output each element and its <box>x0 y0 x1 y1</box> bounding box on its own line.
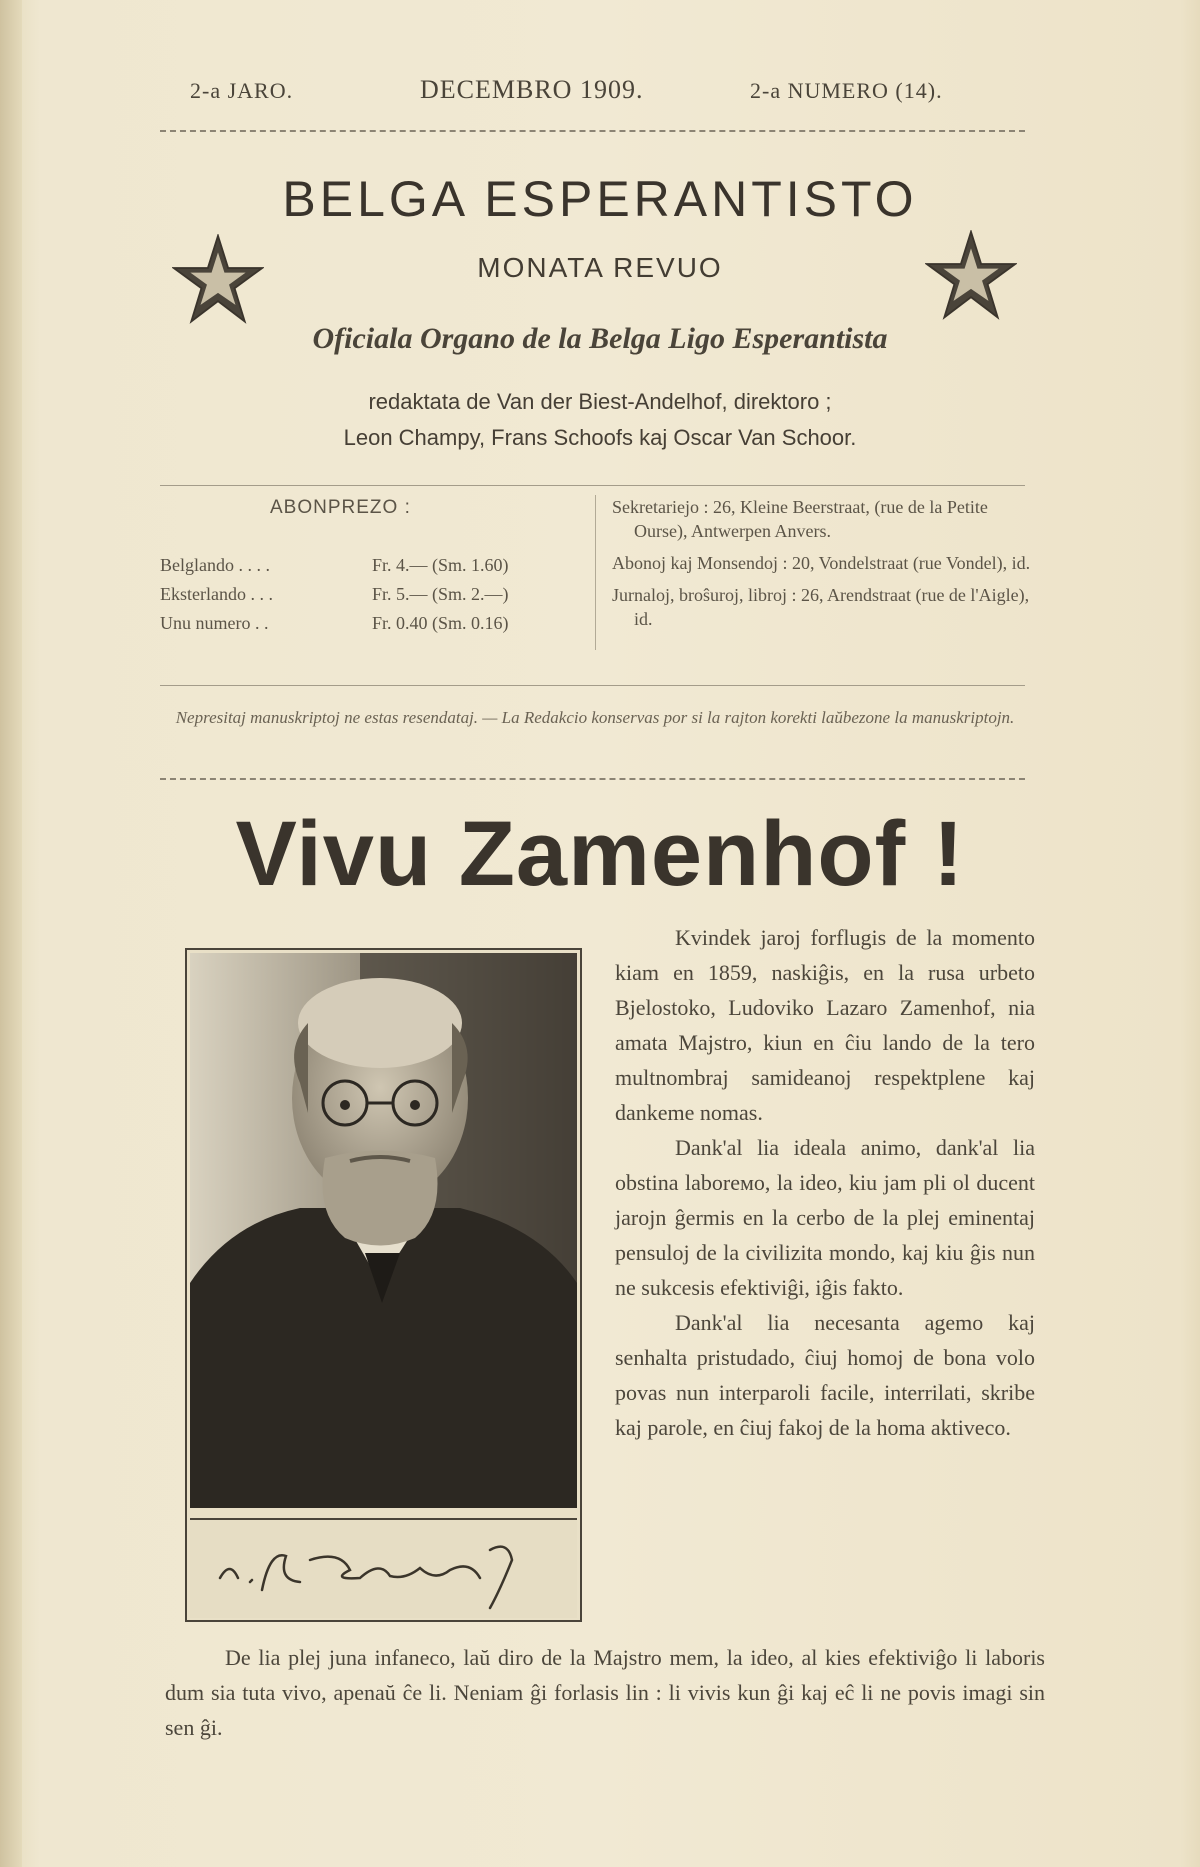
article-paragraph-3: Dank'al lia necesanta agemo kaj senhalta pristudado, ĉiuj homoj de bona volo povas nun interparoli facile, interrilati, skribe kaj parole, en ĉiuj fakoj de la homa aktiveco. <box>615 1310 1035 1440</box>
article-paragraph-1: Kvindek jaroj forflugis de la momento kiam en 1859, naskiĝis, en la rusa urbeto Bjelostoko, Ludoviko Lazaro Zamenhof, nia amata Majstro, kiun en ĉiu lando de la tero multnombraj samideanoj respektplene kaj dankeme nomas. <box>615 925 1035 1125</box>
article-paragraph-4: De lia plej juna infaneco, laŭ diro de la Majstro mem, la ideo, al kies efektiviĝo li laboris dum sia tuta vivo, apenaŭ ĉe li. Neniam ĝi forlasis lin : li vivis kun ĝi kaj eĉ li ne povis imagi sin sen ĝi. <box>165 1645 1045 1740</box>
subscription-heading: ABONPREZO : <box>270 497 411 518</box>
issue-date: DECEMBRO 1909. <box>420 75 644 104</box>
masthead-bottom-divider <box>160 778 1025 780</box>
portrait-photo <box>190 953 577 1508</box>
portrait-signature-panel <box>190 1518 577 1618</box>
zamenhof-portrait <box>185 948 582 1622</box>
subscription-table <box>160 555 590 642</box>
article-full-width <box>165 1640 1045 1745</box>
price-row <box>160 555 590 584</box>
article-headline: Vivu Zamenhof ! <box>235 803 965 905</box>
info-column-divider <box>595 495 596 650</box>
price-row <box>160 613 590 642</box>
price-label: Unu numero . . <box>160 613 269 633</box>
masthead-subtitle: MONATA REVUO <box>477 252 723 283</box>
masthead-title: BELGA ESPERANTISTO <box>282 171 918 227</box>
price-label: Belglando . . . . <box>160 555 270 575</box>
info-bottom-divider <box>160 685 1025 686</box>
address-list <box>612 495 1032 639</box>
issue-header <box>190 75 1010 108</box>
editors-line-1: redaktata de Van der Biest-Andelhof, direktoro ; <box>368 389 832 414</box>
article-paragraph-2: Dank'al lia ideala animo, dank'al lia obstina laborемo, la ideo, kiu jam pli ol ducent jarojn ĝermis en la cerbo de la plej eminentaj pensuloj de la civilizita mondo, kaj kiu ĝis nun ne sukcesis efektiviĝi, iĝis fakto. <box>615 1135 1035 1300</box>
zamenhof-signature <box>190 1520 577 1618</box>
editors-line-2: Leon Champy, Frans Schoofs kaj Oscar Van Schoor. <box>343 425 857 450</box>
article-column <box>615 920 1035 1445</box>
masthead-organ: Oficiala Organo de la Belga Ligo Esperantista <box>312 322 888 355</box>
issue-number: 2-a NUMERO (14). <box>750 78 943 103</box>
address-secretariat: Sekretariejo : 26, Kleine Beerstraat, (rue de la Petite Ourse), Antwerpen Anvers. <box>612 497 988 541</box>
price-value: Fr. 4.— (Sm. 1.60) <box>372 555 509 575</box>
price-row <box>160 584 590 613</box>
header-divider <box>160 130 1025 132</box>
address-subscriptions: Abonoj kaj Monsendoj : 20, Vondelstraat (rue Vondel), id. <box>612 553 1031 573</box>
editorial-notice: Nepresitaj manuskriptoj ne estas resendataj. — La Redakcio konservas por si la rajton korekti laŭbezone la manuskriptojn. <box>175 708 1015 727</box>
issue-year: 2-a JARO. <box>190 78 294 103</box>
info-top-divider <box>160 485 1025 486</box>
address-publications: Jurnaloj, broŝuroj, libroj : 26, Arendstraat (rue de l'Aigle), id. <box>612 585 1030 629</box>
price-label: Eksterlando . . . <box>160 584 273 604</box>
price-value: Fr. 0.40 (Sm. 0.16) <box>372 613 509 633</box>
masthead-editors <box>0 384 1200 456</box>
price-value: Fr. 5.— (Sm. 2.—) <box>372 584 509 604</box>
